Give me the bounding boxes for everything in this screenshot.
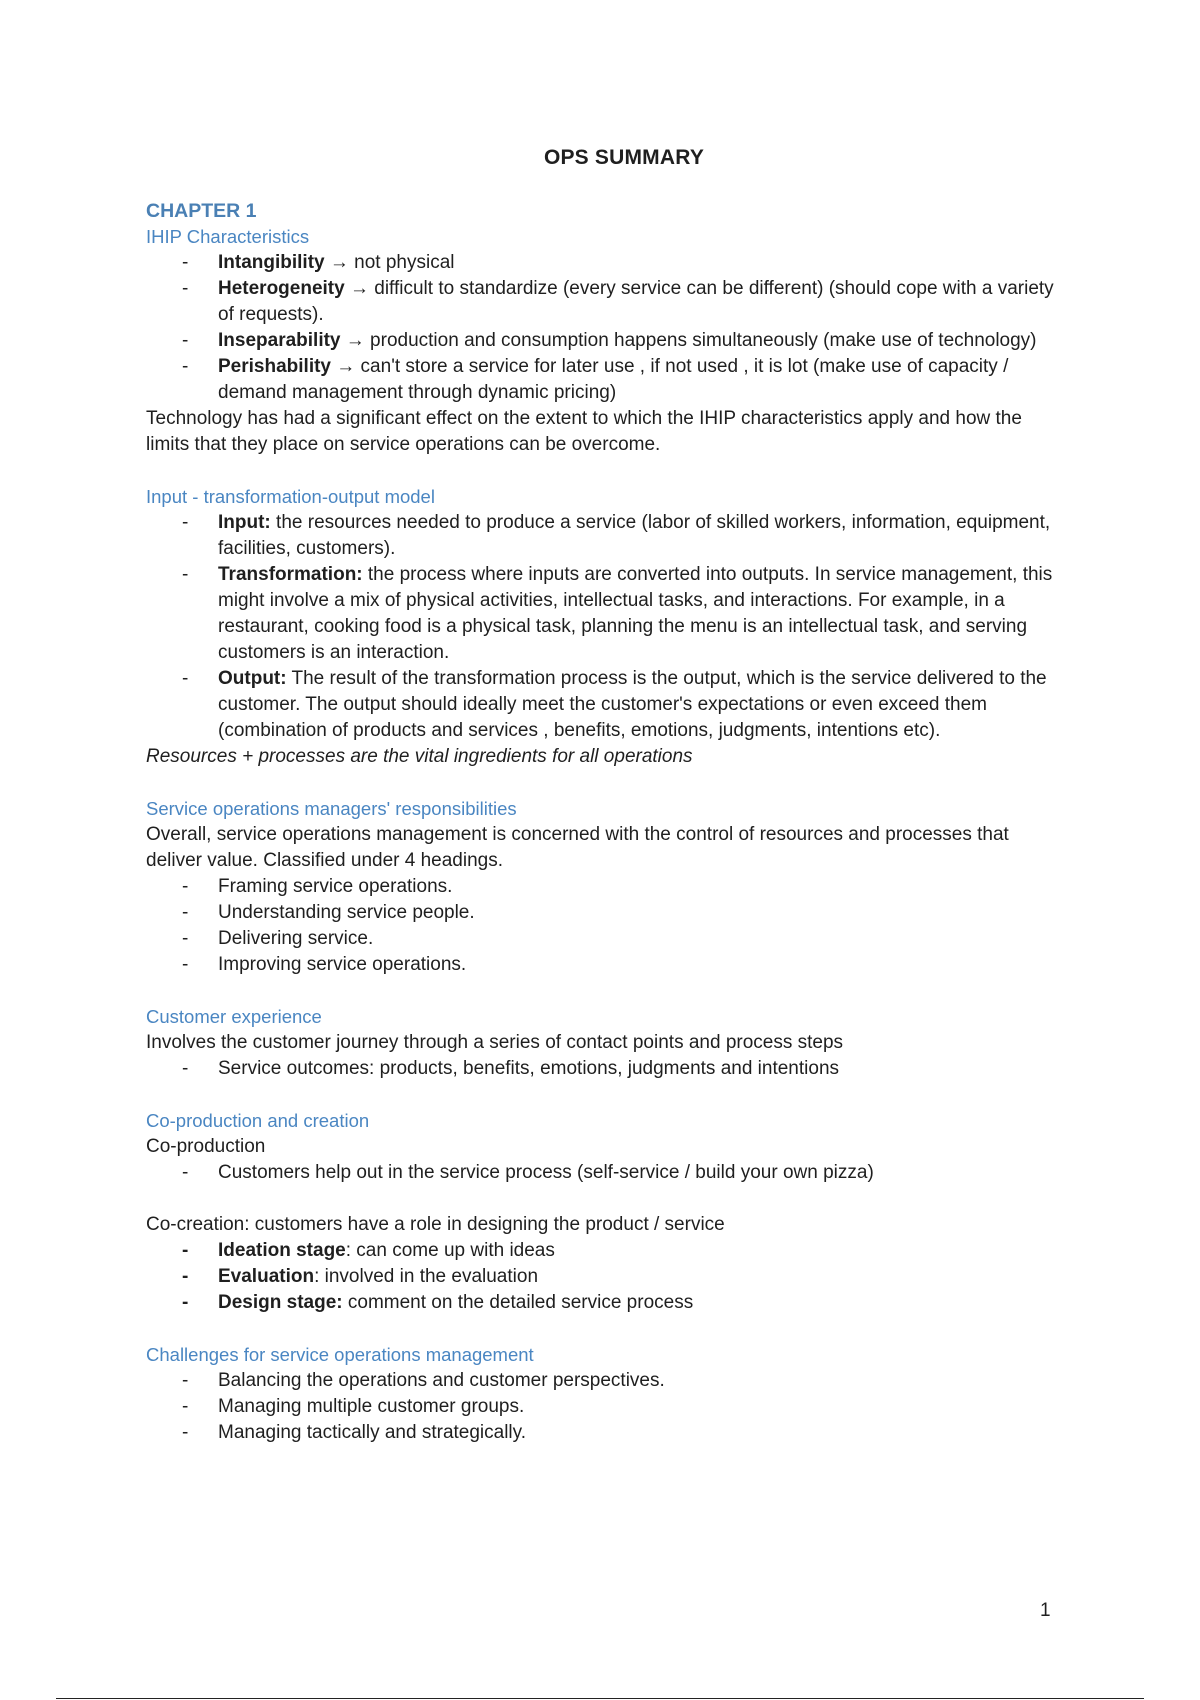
list-item	[146, 354, 1066, 406]
definition: → not physical	[324, 252, 455, 273]
ito-heading: Input - transformation-output model	[146, 486, 435, 507]
challenges-list	[146, 1368, 1066, 1446]
coproduction-list	[146, 1160, 1066, 1186]
list-item	[146, 1264, 1066, 1290]
list-item	[146, 510, 1066, 562]
responsibilities-list	[146, 874, 1066, 978]
ihip-note: Technology has had a significant effect on the extent to which the IHIP characteristics apply and how the limits that they place on service operations can be overcome.	[146, 408, 1022, 455]
ihip-list	[146, 250, 1066, 406]
document-page	[146, 138, 1066, 1446]
term: Ideation stage	[218, 1240, 346, 1261]
chapter-heading: CHAPTER 1	[146, 200, 257, 222]
list-item: - Improving service operations.	[146, 952, 1066, 978]
definition: : can come up with ideas	[345, 1240, 555, 1261]
term: Output:	[218, 668, 287, 689]
responsibilities-intro: Overall, service operations management is concerned with the control of resources and processes that deliver value. Classified under 4 headings.	[146, 824, 1009, 871]
list-item: - Balancing the operations and customer perspectives.	[146, 1368, 1066, 1394]
cocreation-list	[146, 1238, 1066, 1316]
list-item: - Framing service operations.	[146, 874, 1066, 900]
responsibilities-heading: Service operations managers' responsibilities	[146, 798, 517, 819]
list-item: - Delivering service.	[146, 926, 1066, 952]
term: Input:	[218, 512, 271, 533]
cocreation-intro: Co-creation: customers have a role in designing the product / service	[146, 1214, 725, 1235]
list-item	[146, 276, 1066, 328]
customer-experience-intro: Involves the customer journey through a series of contact points and process steps	[146, 1032, 844, 1053]
term: Design stage:	[218, 1292, 343, 1313]
definition: The result of the transformation process is the output, which is the service delivered to the customer. The output should ideally meet the customer's expectations or even exceed them (combination of products and services , benefits, emotions, judgments, intentions etc).	[218, 668, 1047, 741]
list-item	[146, 1238, 1066, 1264]
definition: → production and consumption happens simultaneously (make use of technology)	[340, 330, 1037, 351]
list-item	[146, 250, 1066, 276]
definition: the process where inputs are converted into outputs. In service management, this might involve a mix of physical activities, intellectual tasks, and interactions. For example, in a restaurant, cooking food is a physical task, planning the menu is an intellectual task, and serving customers is an interaction.	[218, 564, 1053, 663]
term: Heterogeneity	[218, 278, 345, 299]
term: Inseparability	[218, 330, 341, 351]
ito-note: Resources + processes are the vital ingredients for all operations	[146, 746, 693, 767]
list-item	[146, 562, 1066, 666]
page-number: 1	[1040, 1600, 1051, 1621]
list-item: - Customers help out in the service process (self-service / build your own pizza)	[146, 1160, 1066, 1186]
coproduction-subheading: Co-production	[146, 1136, 266, 1157]
customer-experience-list	[146, 1056, 1066, 1082]
ihip-heading: IHIP Characteristics	[146, 226, 310, 247]
list-item	[146, 666, 1066, 744]
list-item: - Understanding service people.	[146, 900, 1066, 926]
list-item	[146, 328, 1066, 354]
ito-list	[146, 510, 1066, 744]
list-item: - Managing multiple customer groups.	[146, 1394, 1066, 1420]
list-item: - Managing tactically and strategically.	[146, 1420, 1066, 1446]
coproduction-heading: Co-production and creation	[146, 1110, 370, 1131]
term: Intangibility	[218, 252, 325, 273]
definition: : involved in the evaluation	[314, 1266, 539, 1287]
list-item: - Service outcomes: products, benefits, emotions, judgments and intentions	[146, 1056, 1066, 1082]
definition: → can't store a service for later use , if not used , it is lot (make use of capacity / demand management through dynamic pricing)	[218, 356, 1009, 403]
document-title: OPS SUMMARY	[543, 146, 705, 169]
challenges-heading: Challenges for service operations management	[146, 1344, 534, 1365]
term: Evaluation	[218, 1266, 315, 1287]
customer-experience-heading: Customer experience	[146, 1006, 322, 1027]
definition: the resources needed to produce a service (labor of skilled workers, information, equipment, facilities, customers).	[218, 512, 1051, 559]
definition: comment on the detailed service process	[342, 1292, 694, 1313]
list-item	[146, 1290, 1066, 1316]
term: Transformation:	[218, 564, 363, 585]
term: Perishability	[218, 356, 331, 377]
footer-divider	[56, 1698, 1144, 1699]
definition: → difficult to standardize (every service can be different) (should cope with a variety of requests).	[218, 278, 1054, 325]
